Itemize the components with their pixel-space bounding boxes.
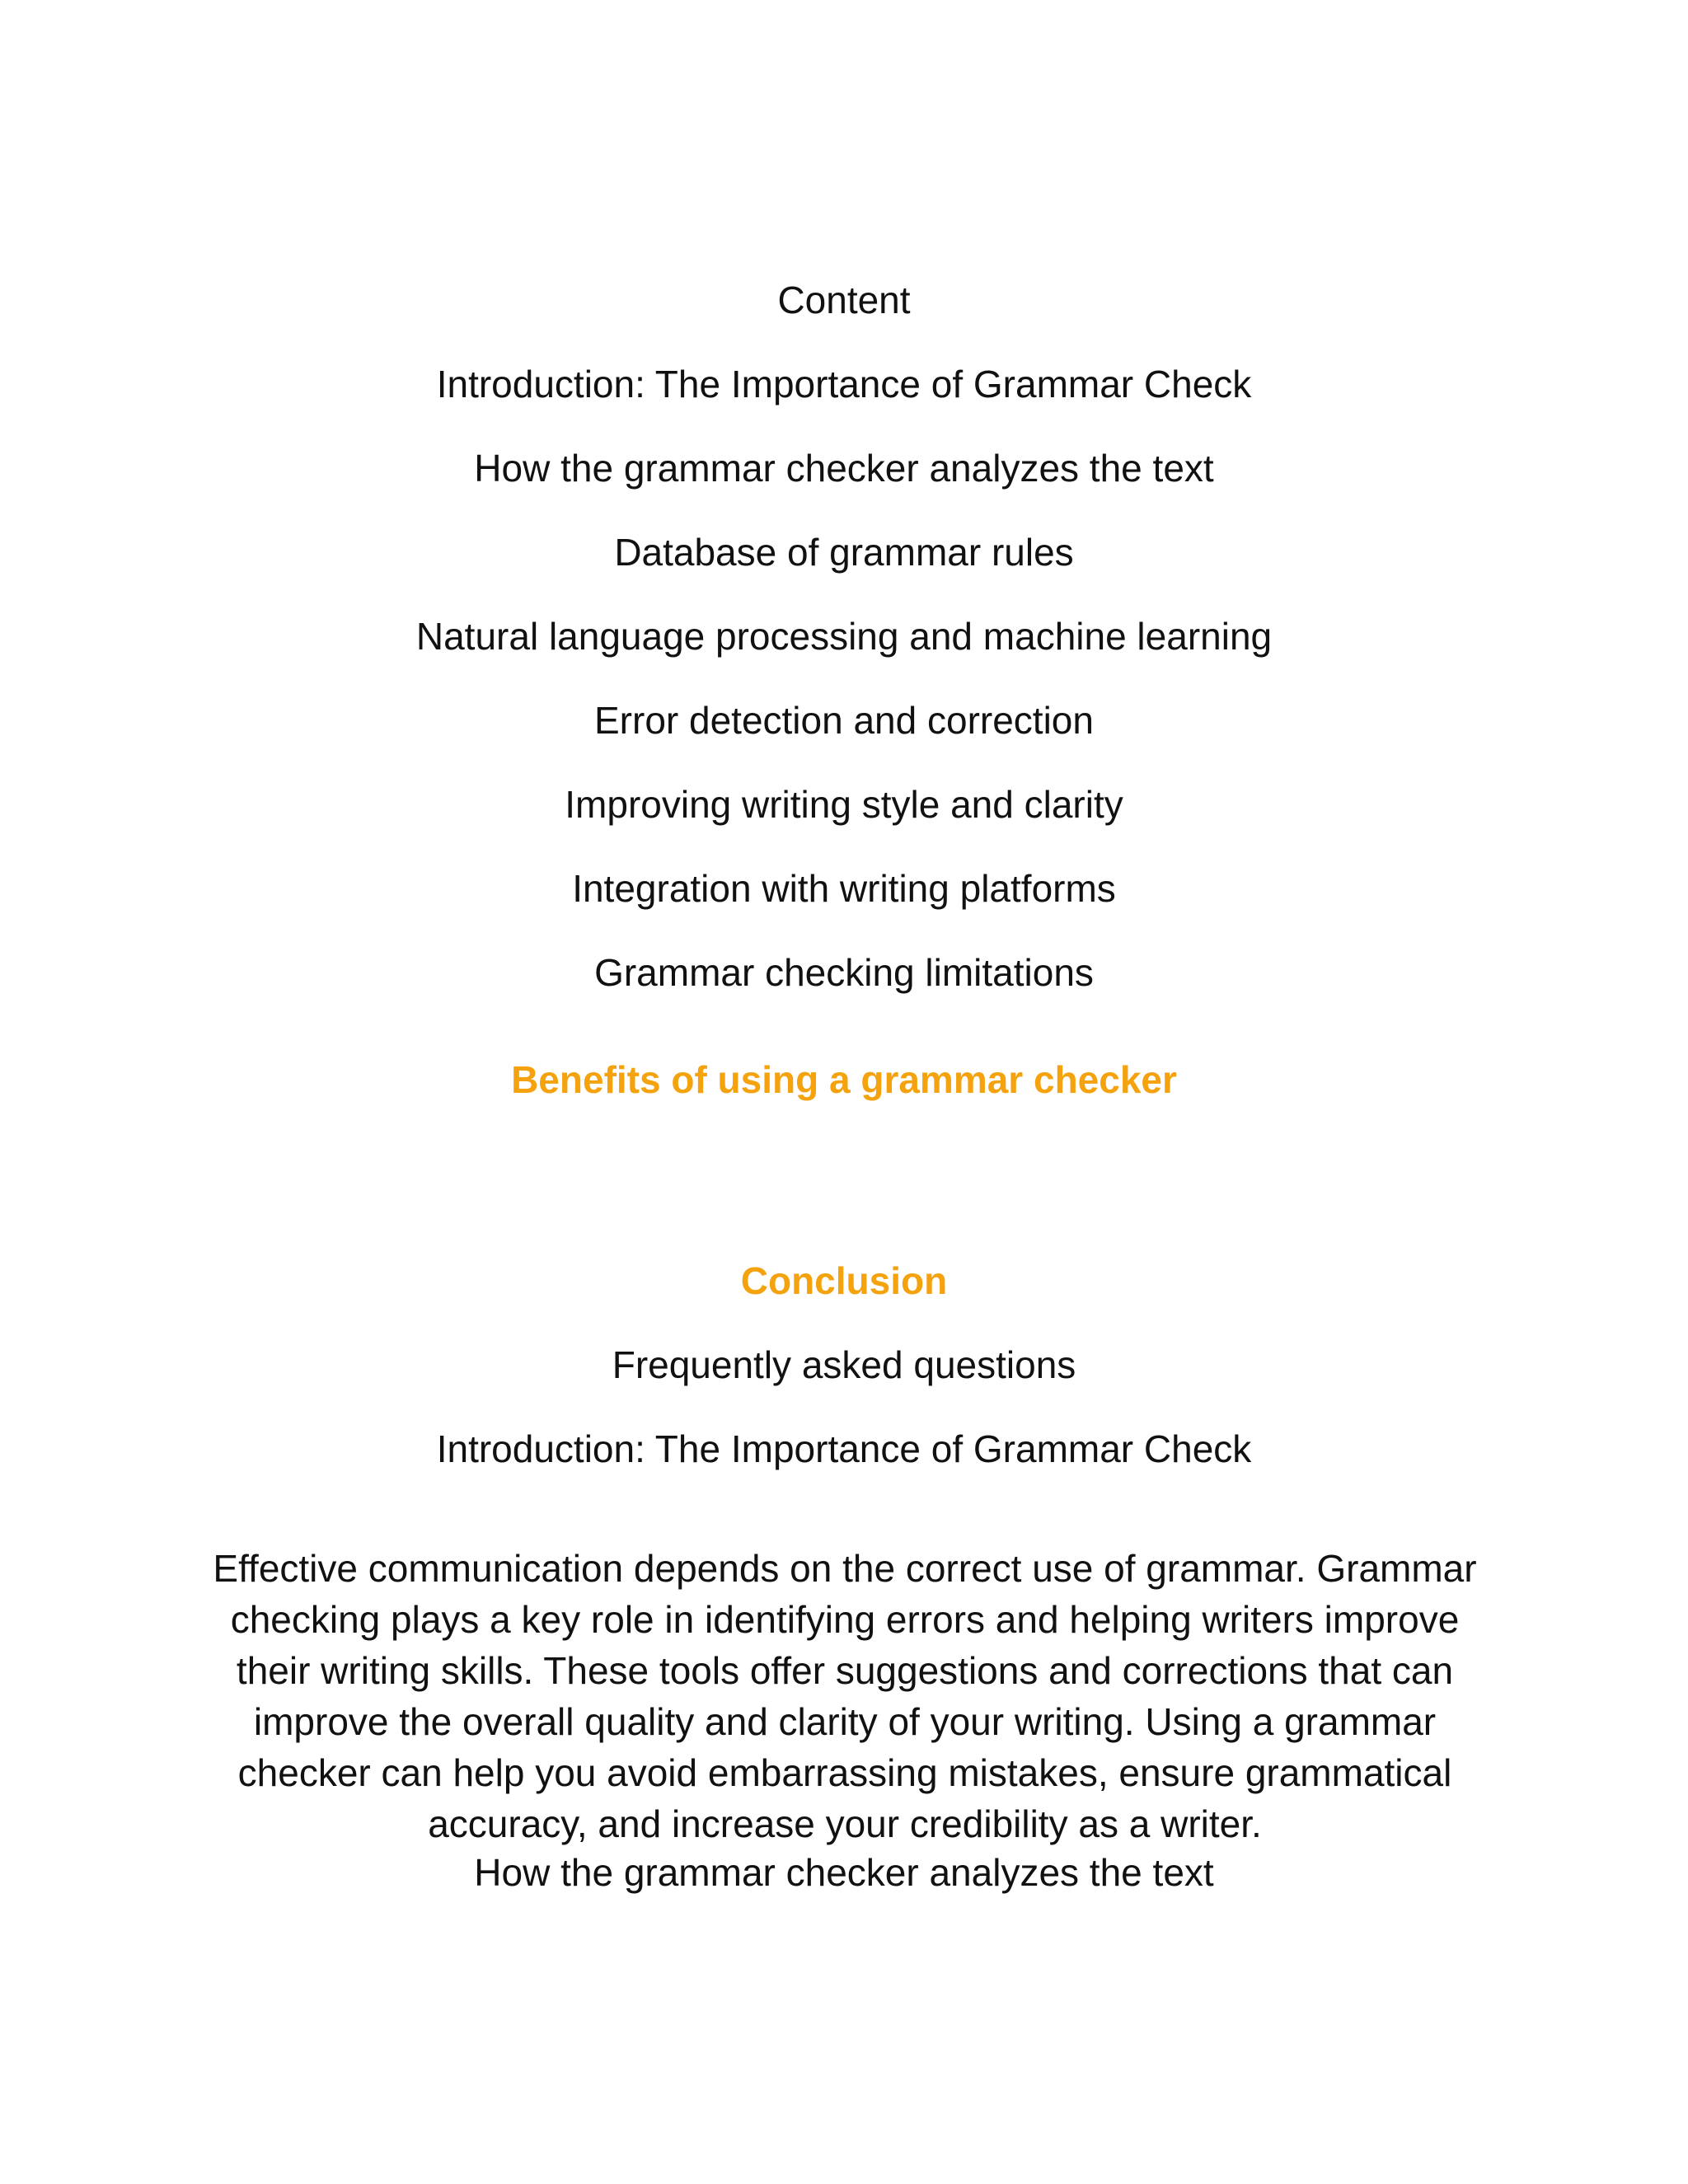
- benefits-heading: Benefits of using a grammar checker: [511, 1058, 1177, 1101]
- intro-paragraph: Effective communication depends on the correct use of grammar. Grammar checking plays a key role in identifying errors and helping writers improve their writing skills. These tools offer suggestions and corrections that can improve the overall quality and clarity of your writing. Using a grammar checker can help you avoid embarrassing mistakes, ensure grammatical accuracy, and increase your credibility as a writer.: [213, 1547, 1477, 1845]
- toc-item-integration: Integration with writing platforms: [572, 867, 1116, 910]
- intro-heading: Introduction: The Importance of Grammar Check: [436, 1427, 1252, 1470]
- toc-item-writing-style: Improving writing style and clarity: [565, 783, 1123, 826]
- toc-item-introduction: Introduction: The Importance of Grammar Check: [436, 363, 1252, 405]
- toc-item-nlp-ml: Natural language processing and machine learning: [415, 615, 1273, 658]
- toc-item-database-rules: Database of grammar rules: [614, 531, 1074, 574]
- toc-item-limitations: Grammar checking limitations: [594, 951, 1094, 994]
- conclusion-heading: Conclusion: [740, 1259, 948, 1302]
- toc-item-how-analyzes: How the grammar checker analyzes the text: [474, 447, 1214, 490]
- faq-item: Frequently asked questions: [612, 1343, 1076, 1386]
- analysis-heading: How the grammar checker analyzes the text: [474, 1851, 1214, 1894]
- toc-title: Content: [777, 279, 911, 321]
- post-toc-section: [0, 1340, 1688, 1508]
- toc-item-error-detection: Error detection and correction: [594, 699, 1094, 742]
- table-of-contents: [0, 275, 1688, 1032]
